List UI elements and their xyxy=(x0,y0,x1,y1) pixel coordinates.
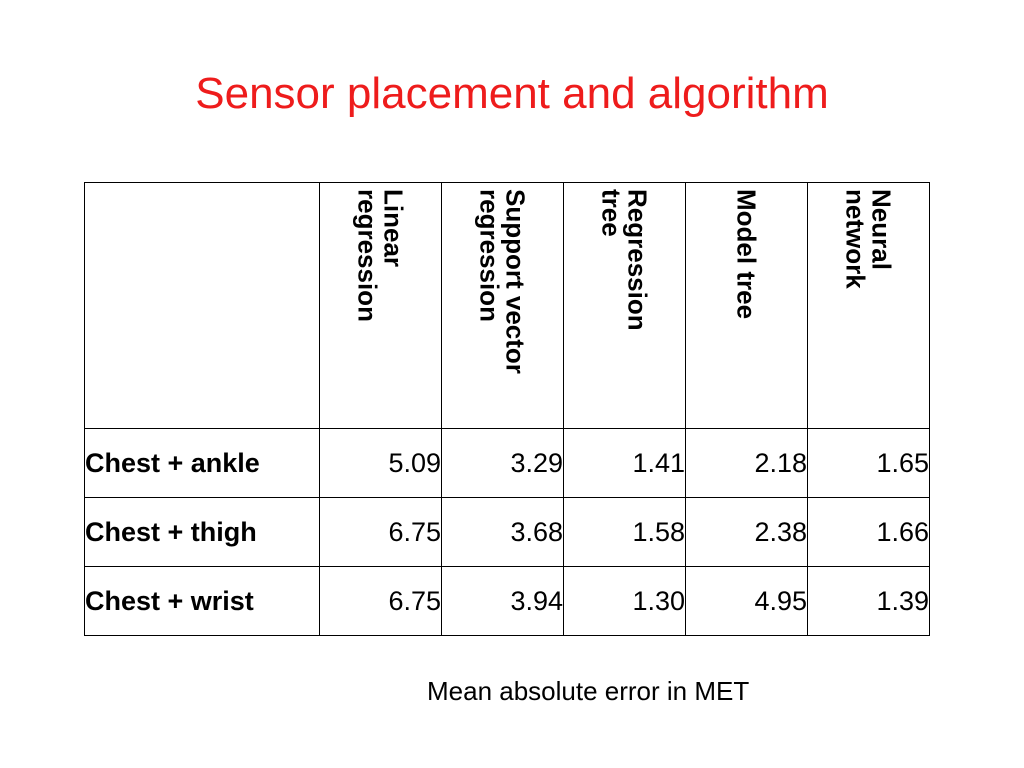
row-label-chest-wrist: Chest + wrist xyxy=(85,567,320,636)
table-row xyxy=(85,498,930,567)
column-header-label: Neural network xyxy=(840,189,897,289)
table-row xyxy=(85,567,930,636)
table-cell: 6.75 xyxy=(320,567,442,636)
table-row xyxy=(85,429,930,498)
row-label-chest-thigh: Chest + thigh xyxy=(85,498,320,567)
table-cell: 5.09 xyxy=(320,429,442,498)
column-header-label: Model tree xyxy=(731,189,762,320)
table-corner-cell xyxy=(85,183,320,429)
table-cell: 1.66 xyxy=(808,498,930,567)
table-caption: Mean absolute error in MET xyxy=(427,676,750,706)
table-cell: 4.95 xyxy=(686,567,808,636)
column-header-model-tree xyxy=(686,183,808,429)
table-cell: 2.38 xyxy=(686,498,808,567)
column-header-label: Linear regression xyxy=(352,189,409,322)
row-label-chest-ankle: Chest + ankle xyxy=(85,429,320,498)
table-cell: 1.30 xyxy=(564,567,686,636)
table-cell: 1.39 xyxy=(808,567,930,636)
table-cell: 1.58 xyxy=(564,498,686,567)
results-table xyxy=(84,182,930,636)
column-header-support-vector-regression xyxy=(442,183,564,429)
column-header-neural-network xyxy=(808,183,930,429)
column-header-label: Regression tree xyxy=(596,189,653,331)
column-header-linear-regression xyxy=(320,183,442,429)
table-cell: 6.75 xyxy=(320,498,442,567)
table-cell: 3.68 xyxy=(442,498,564,567)
slide-title: Sensor placement and algorithm xyxy=(195,69,829,118)
table-cell: 1.41 xyxy=(564,429,686,498)
table-cell: 2.18 xyxy=(686,429,808,498)
table-header-row xyxy=(85,183,930,429)
table-cell: 3.29 xyxy=(442,429,564,498)
table-cell: 3.94 xyxy=(442,567,564,636)
column-header-label: Support vector regression xyxy=(474,189,531,374)
column-header-regression-tree xyxy=(564,183,686,429)
table-cell: 1.65 xyxy=(808,429,930,498)
